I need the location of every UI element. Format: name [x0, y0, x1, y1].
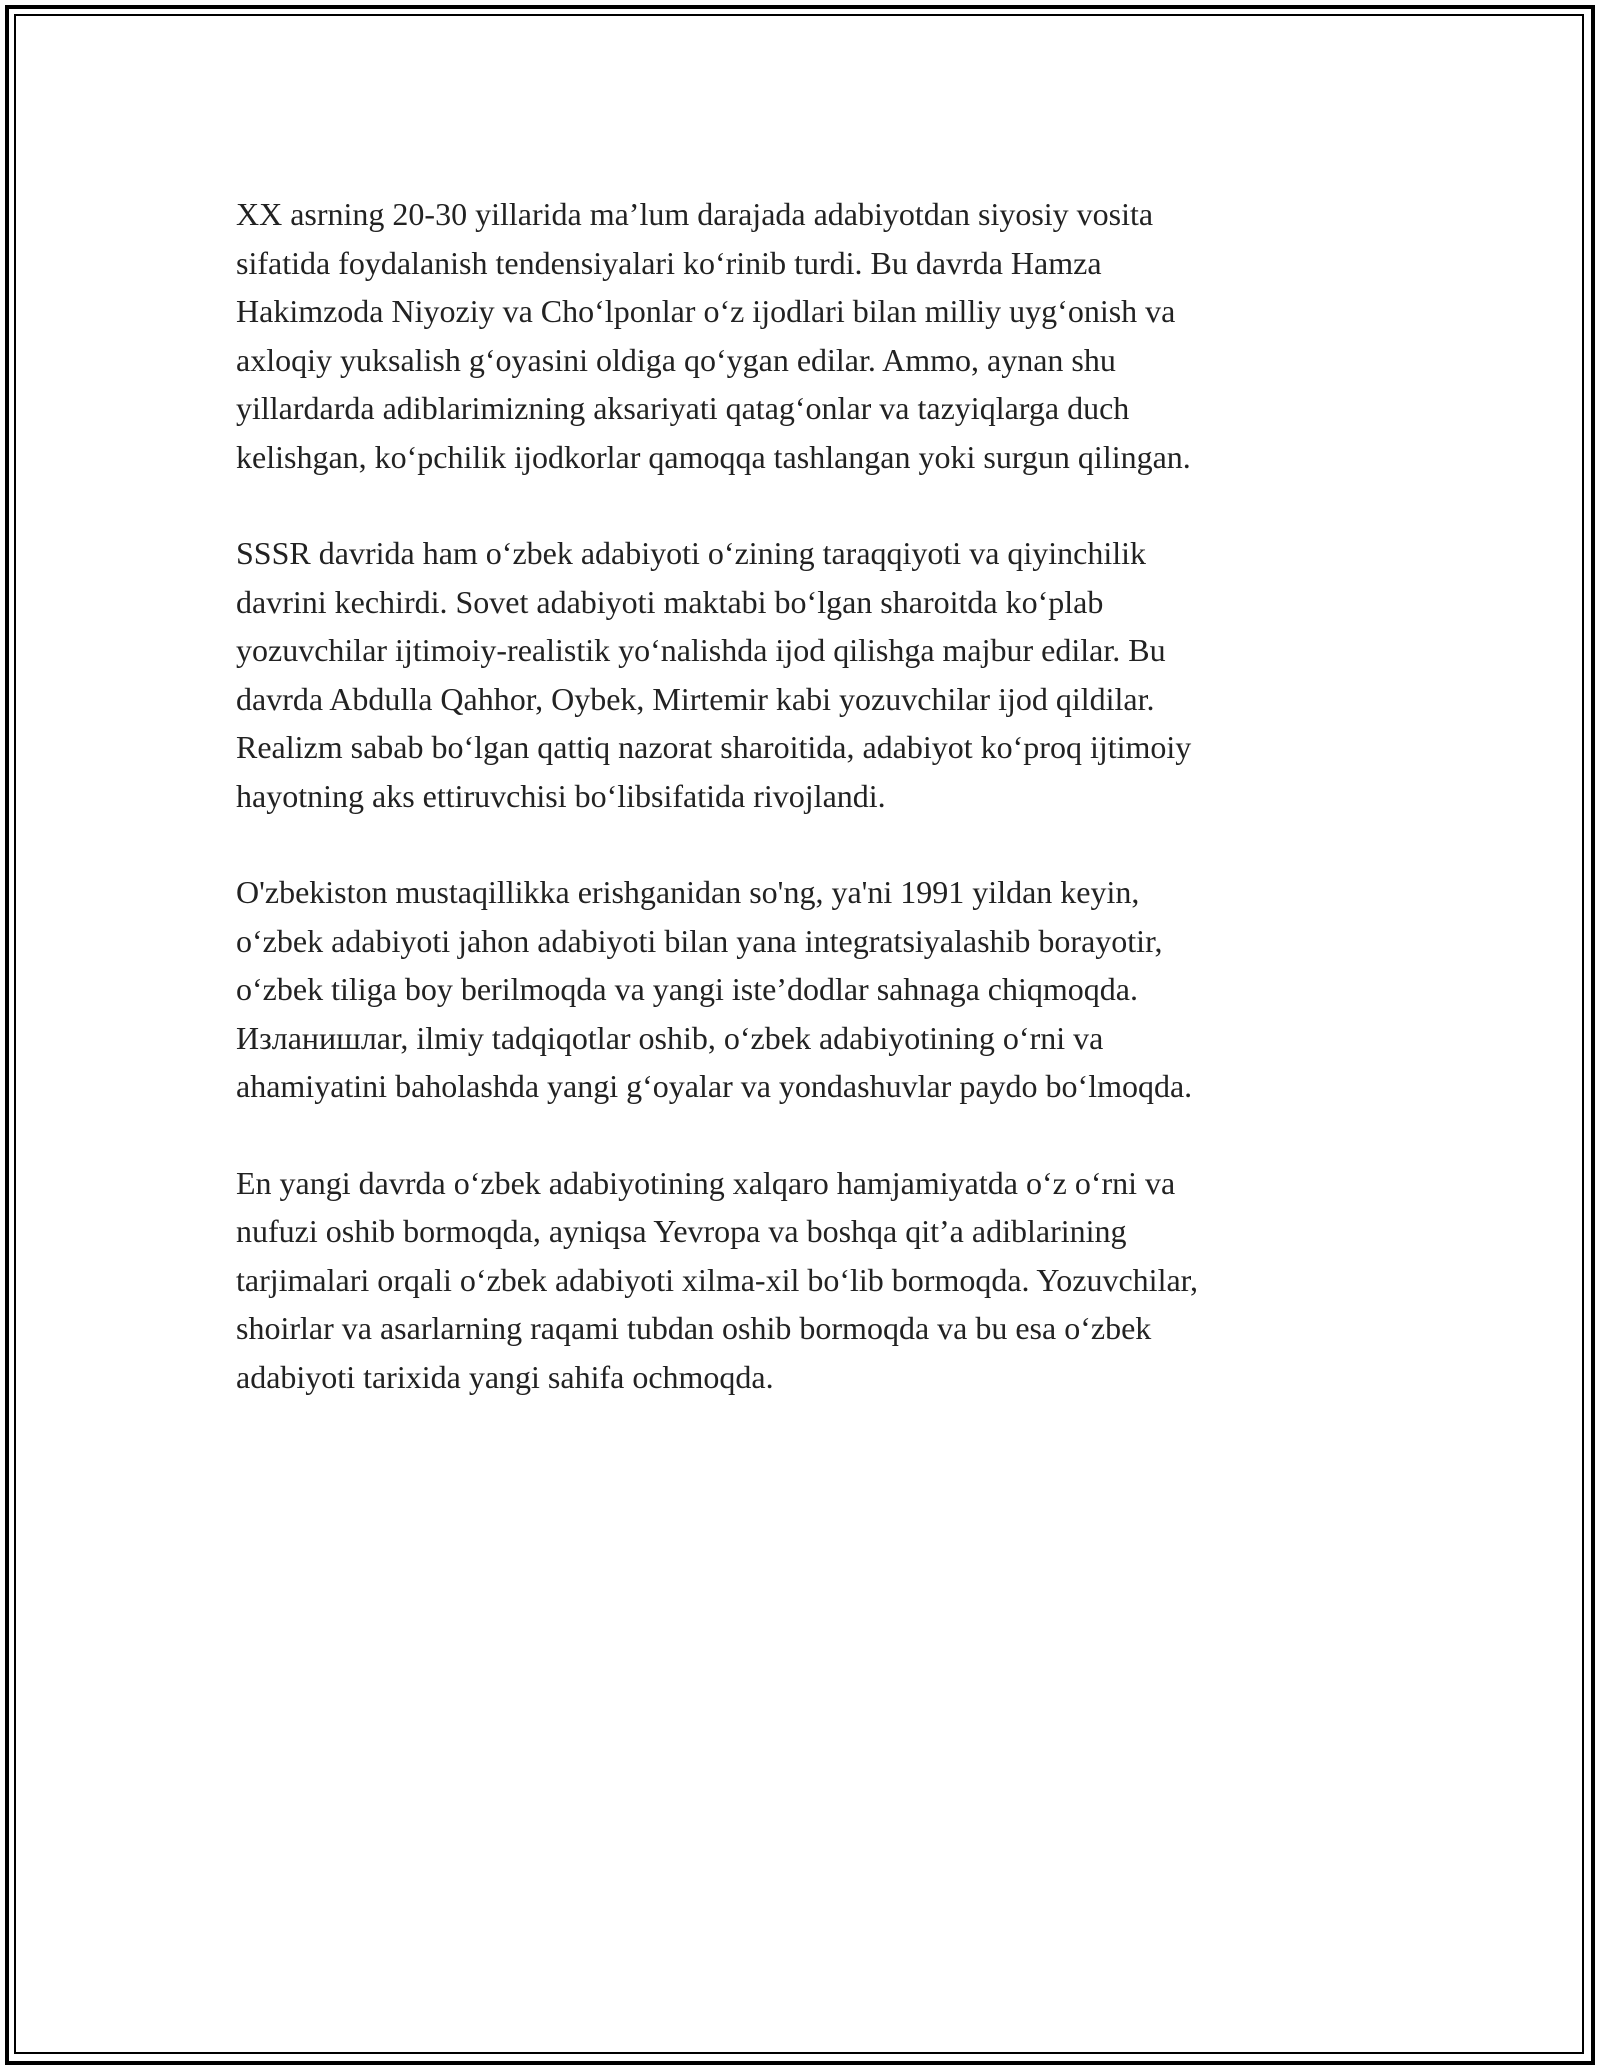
- text-line: axloqiy yuksalish g‘oyasini oldiga qo‘ygan edilar. Ammo, aynan shu: [236, 341, 1116, 378]
- text-line: ahamiyatini baholashda yangi g‘oyalar va yondashuvlar paydo bo‘lmoqda.: [236, 1068, 1193, 1104]
- text-line: SSSR davrida ham o‘zbek adabiyoti o‘zining taraqqiyoti va qiyinchilik: [236, 535, 1147, 571]
- paragraph-1: [236, 190, 1376, 481]
- text-line: yozuvchilar ijtimoiy-realistik yo‘nalishda ijod qilishga majbur edilar. Bu: [236, 632, 1166, 668]
- text-line: kelishgan, ko‘pchilik ijodkorlar qamoqqa tashlangan yoki surgun qilingan.: [236, 438, 1191, 475]
- paragraph-4: [236, 1159, 1376, 1402]
- text-line: Изланишлar, ilmiy tadqiqotlar oshib, o‘zbek adabiyotining o‘rni va: [236, 1019, 1104, 1056]
- text-line: nufuzi oshib bormoqda, ayniqsa Yevropa va boshqa qit’a adiblarining: [236, 1213, 1127, 1249]
- text-line: o‘zbek adabiyoti jahon adabiyoti bilan yana integratsiyalashib borayotir,: [236, 922, 1163, 959]
- text-line: davrda Abdulla Qahhor, Oybek, Mirtemir kabi yozuvchilar ijod qildilar.: [236, 680, 1155, 717]
- paragraph-2: [236, 529, 1376, 820]
- paragraph-3: [236, 868, 1376, 1111]
- text-line: XX asrning 20-30 yillarida ma’lum darajada adabiyotdan siyosiy vosita: [236, 196, 1154, 232]
- text-line: yillardarda adiblarimizning aksariyati qatag‘onlar va tazyiqlarga duch: [236, 390, 1130, 426]
- document-body: [236, 190, 1376, 1449]
- text-line: Hakimzoda Niyoziy va Cho‘lponlar o‘z ijodlari bilan milliy uyg‘onish va: [236, 293, 1176, 329]
- text-line: shoirlar va asarlarning raqami tubdan oshib bormoqda va bu esa o‘zbek: [236, 1310, 1152, 1346]
- text-line: o‘zbek tiliga boy berilmoqda va yangi iste’dodlar sahnaga chiqmoqda.: [236, 971, 1138, 1007]
- text-line: En yangi davrda o‘zbek adabiyotining xalqaro hamjamiyatda o‘z o‘rni va: [236, 1164, 1176, 1201]
- text-line: hayotning aks ettiruvchisi bo‘libsifatida rivojlandi.: [236, 777, 886, 814]
- text-line: O'zbekiston mustaqillikka erishganidan so'ng, ya'ni 1991 yildan keyin,: [236, 874, 1140, 910]
- text-line: tarjimalari orqali o‘zbek adabiyoti xilma-xil bo‘lib bormoqda. Yozuvchilar,: [236, 1261, 1199, 1298]
- text-line: adabiyoti tarixida yangi sahifa ochmoqda.: [236, 1358, 774, 1395]
- text-line: sifatida foydalanish tendensiyalari ko‘rinib turdi. Bu davrda Hamza: [236, 244, 1102, 281]
- text-line: Realizm sabab bo‘lgan qattiq nazorat sharoitida, adabiyot ko‘proq ijtimoiy: [236, 729, 1192, 765]
- text-line: davrini kechirdi. Sovet adabiyoti maktabi bo‘lgan sharoitda ko‘plab: [236, 583, 1104, 620]
